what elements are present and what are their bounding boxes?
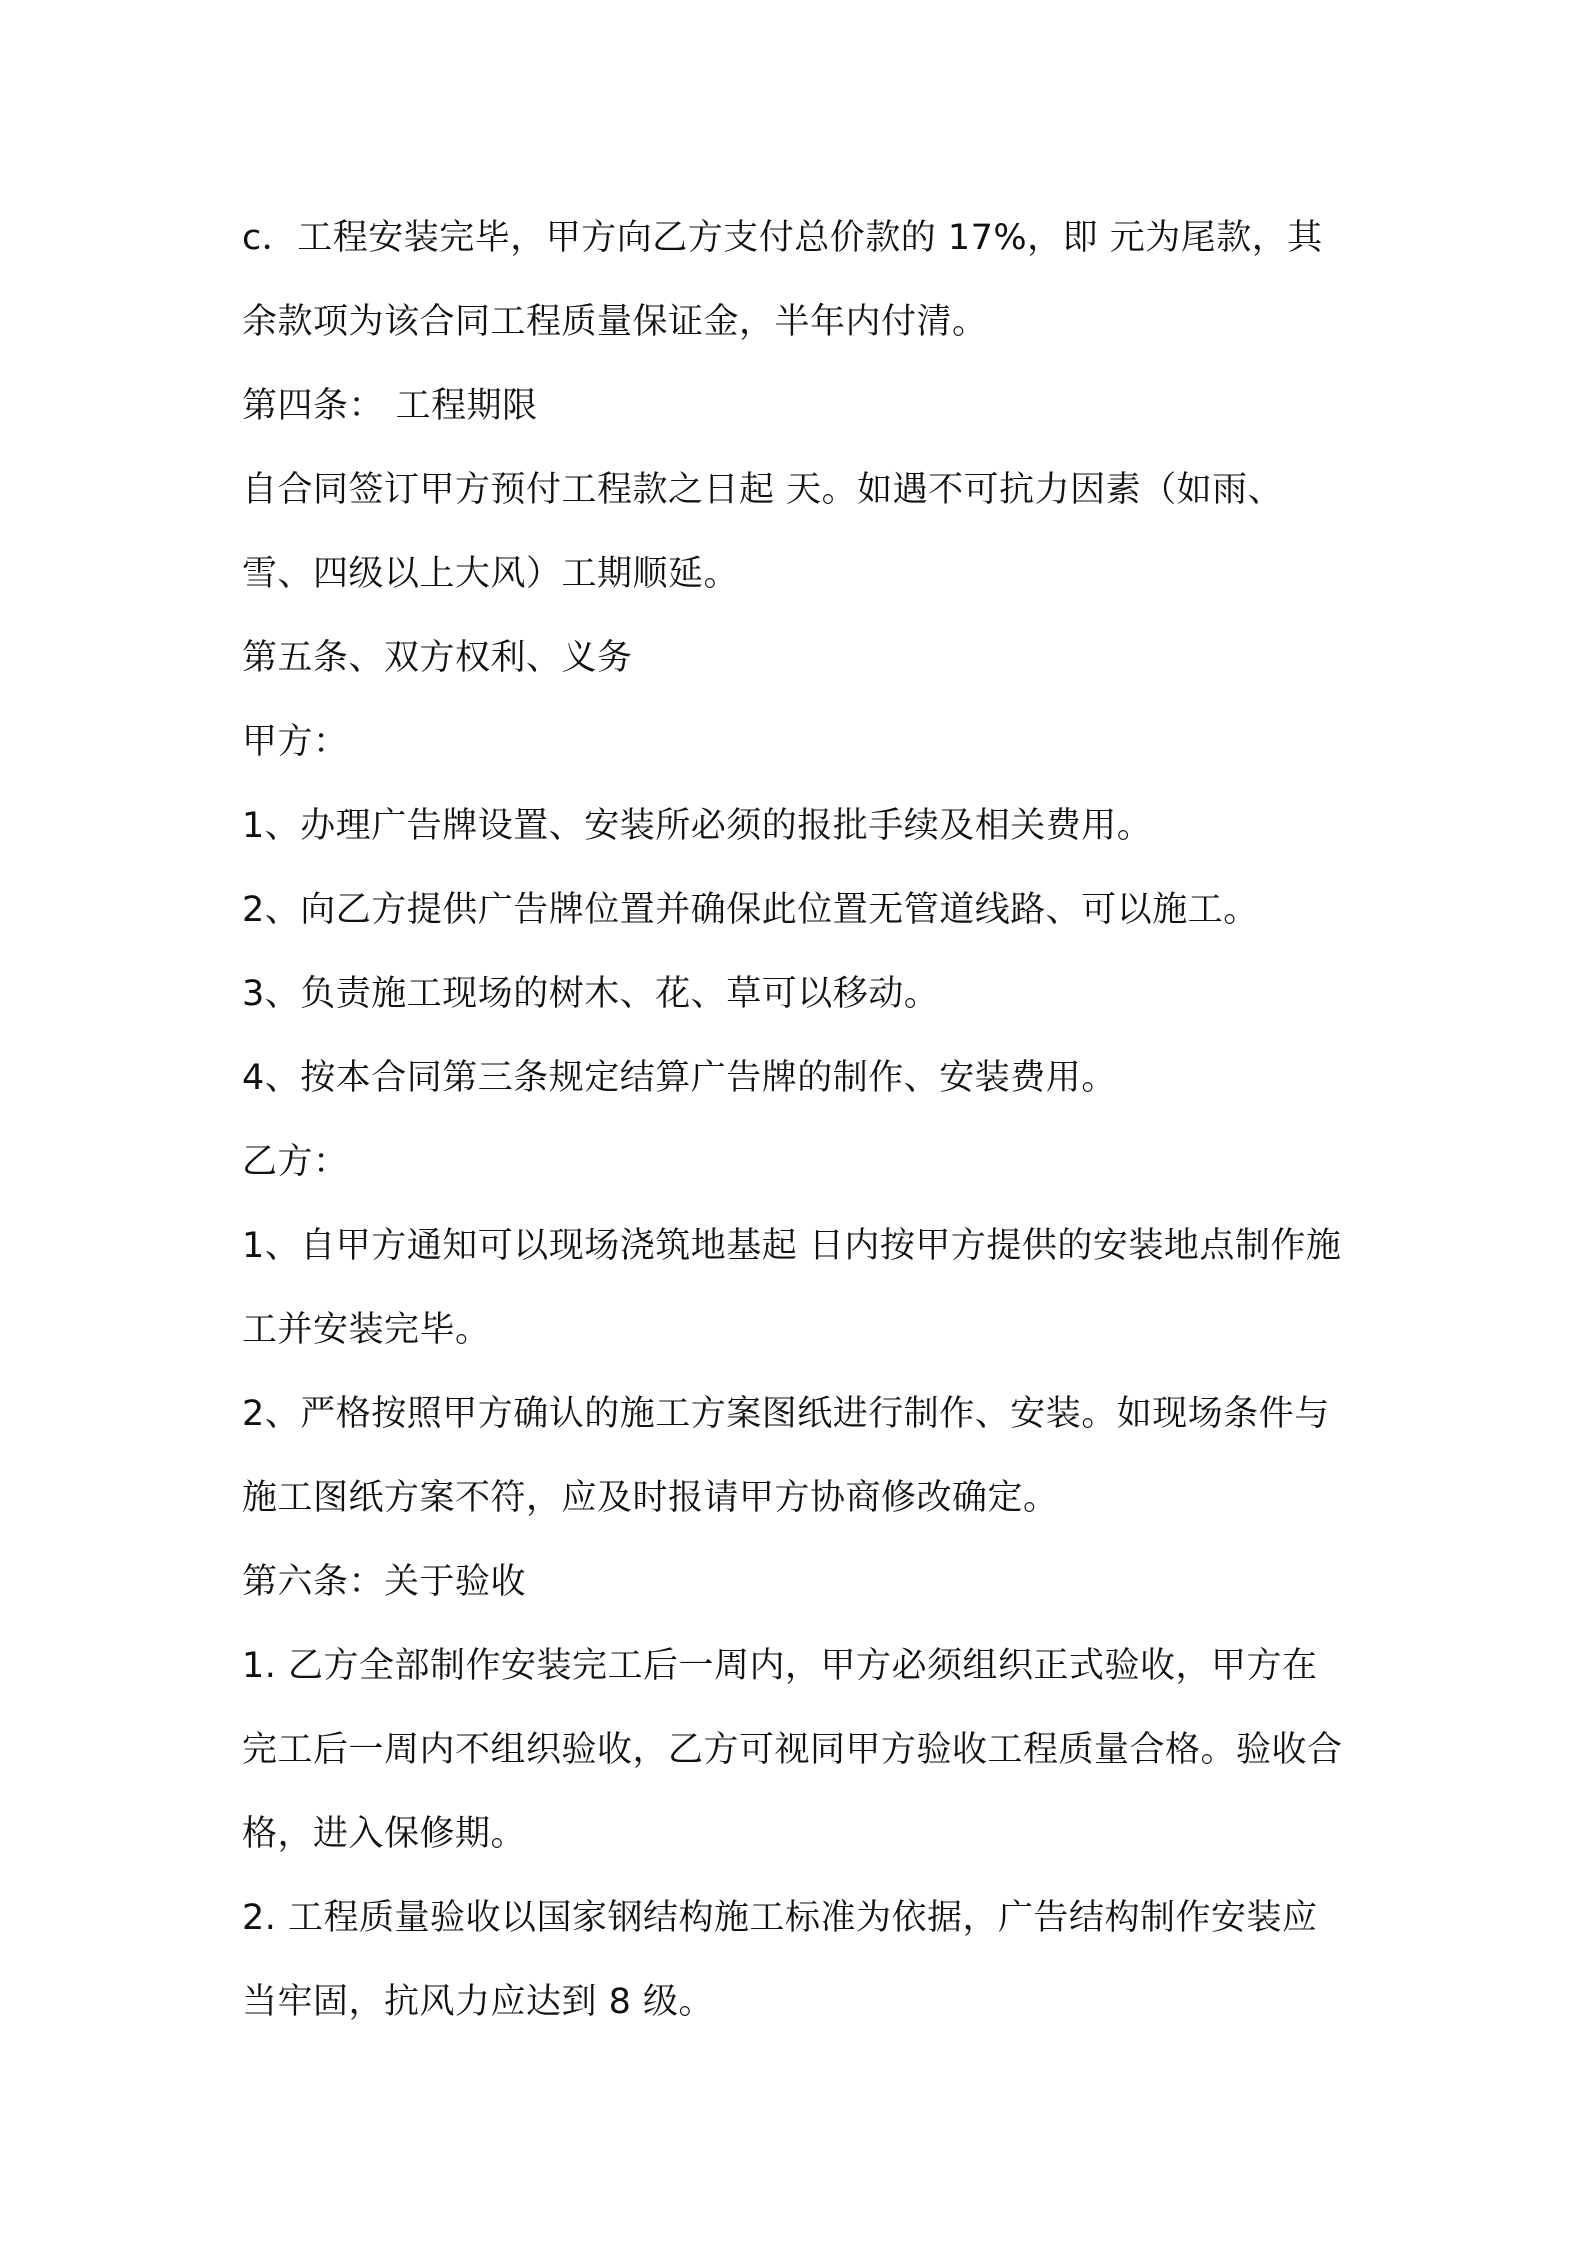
heading-article-4: 第四条： 工程期限 xyxy=(242,386,538,426)
party-a-label: 甲方： xyxy=(242,722,349,762)
heading-article-6: 第六条：关于验收 xyxy=(242,1562,527,1602)
acceptance-item-1: 1. 乙方全部制作安装完工后一周内，甲方必须组织正式验收，甲方在完工后一周内不组织验收，乙方可视同甲方验收工程质量合格。验收合格，进入保修期。 xyxy=(242,1646,1343,1854)
document-body xyxy=(242,196,1352,2044)
party-a-item-2: 2、向乙方提供广告牌位置并确保此位置无管道线路、可以施工。 xyxy=(242,890,1259,930)
party-a-item-3: 3、负责施工现场的树木、花、草可以移动。 xyxy=(242,974,940,1014)
acceptance-item-2: 2. 工程质量验收以国家钢结构施工标准为依据，广告结构制作安装应当牢固，抗风力应达到 8 级。 xyxy=(242,1898,1318,2022)
party-a-item-4: 4、按本合同第三条规定结算广告牌的制作、安装费用。 xyxy=(242,1058,1117,1098)
party-b-item-1: 1、自甲方通知可以现场浇筑地基起 日内按甲方提供的安装地点制作施工并安装完毕。 xyxy=(242,1226,1342,1350)
party-a-item-1: 1、办理广告牌设置、安装所必须的报批手续及相关费用。 xyxy=(242,806,1153,846)
party-b-label: 乙方： xyxy=(242,1142,349,1182)
heading-article-5: 第五条、双方权利、义务 xyxy=(242,638,633,678)
paragraph-construction-period: 自合同签订甲方预付工程款之日起 天。如遇不可抗力因素（如雨、雪、四级以上大风）工期顺延。 xyxy=(242,470,1284,594)
paragraph-final-payment: c．工程安装完毕，甲方向乙方支付总价款的 17%，即 元为尾款，其余款项为该合同工程质量保证金，半年内付清。 xyxy=(242,218,1323,342)
party-b-item-2: 2、严格按照甲方确认的施工方案图纸进行制作、安装。如现场条件与施工图纸方案不符，应及时报请甲方协商修改确定。 xyxy=(242,1394,1330,1518)
